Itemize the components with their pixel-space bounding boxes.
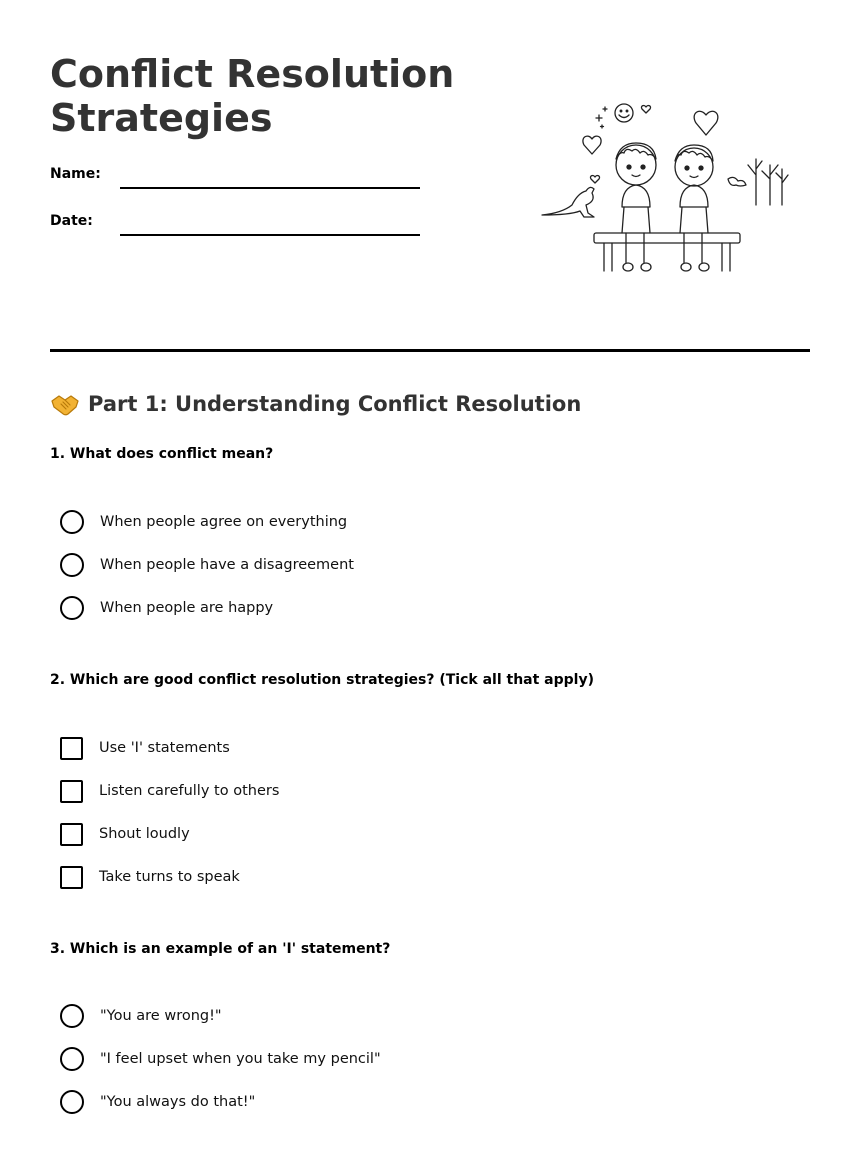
part1-heading	[50, 388, 581, 420]
children-on-bench-illustration	[532, 95, 800, 280]
option-label: "You are wrong!"	[100, 1008, 222, 1024]
option-label: "You always do that!"	[100, 1094, 256, 1110]
q2-option-4[interactable]	[60, 864, 240, 890]
q3-option-2[interactable]	[60, 1046, 381, 1072]
question-3: 3. Which is an example of an 'I' statement?	[50, 941, 391, 957]
radio-button[interactable]	[60, 596, 84, 620]
name-label: Name:	[50, 166, 101, 182]
radio-button[interactable]	[60, 1047, 84, 1071]
radio-button[interactable]	[60, 1004, 84, 1028]
option-label: Use 'I' statements	[99, 740, 230, 756]
q2-option-1[interactable]	[60, 735, 230, 761]
part1-title: Part 1: Understanding Conflict Resolution	[88, 392, 582, 416]
checkbox[interactable]	[60, 823, 83, 846]
checkbox[interactable]	[60, 737, 83, 760]
option-label: When people have a disagreement	[100, 557, 354, 573]
option-label: Shout loudly	[99, 826, 190, 842]
name-field[interactable]	[120, 187, 420, 189]
question-1: 1. What does conflict mean?	[50, 446, 274, 462]
q2-option-2[interactable]	[60, 778, 279, 804]
q3-option-1[interactable]	[60, 1003, 222, 1029]
radio-button[interactable]	[60, 553, 84, 577]
worksheet-title: Conflict Resolution Strategies	[50, 52, 455, 140]
radio-button[interactable]	[60, 510, 84, 534]
option-label: Listen carefully to others	[99, 783, 280, 799]
option-label: Take turns to speak	[99, 869, 240, 885]
radio-button[interactable]	[60, 1090, 84, 1114]
q1-option-1[interactable]	[60, 509, 347, 535]
section-divider	[50, 349, 810, 352]
q3-option-3[interactable]	[60, 1089, 255, 1115]
option-label: "I feel upset when you take my pencil"	[100, 1051, 381, 1067]
option-label: When people are happy	[100, 600, 274, 616]
date-label: Date:	[50, 213, 93, 229]
question-2: 2. Which are good conflict resolution strategies? (Tick all that apply)	[50, 672, 594, 688]
handshake-icon	[50, 392, 80, 416]
option-label: When people agree on everything	[100, 514, 348, 530]
q1-option-3[interactable]	[60, 595, 273, 621]
date-field[interactable]	[120, 234, 420, 236]
checkbox[interactable]	[60, 866, 83, 889]
checkbox[interactable]	[60, 780, 83, 803]
q1-option-2[interactable]	[60, 552, 354, 578]
q2-option-3[interactable]	[60, 821, 190, 847]
